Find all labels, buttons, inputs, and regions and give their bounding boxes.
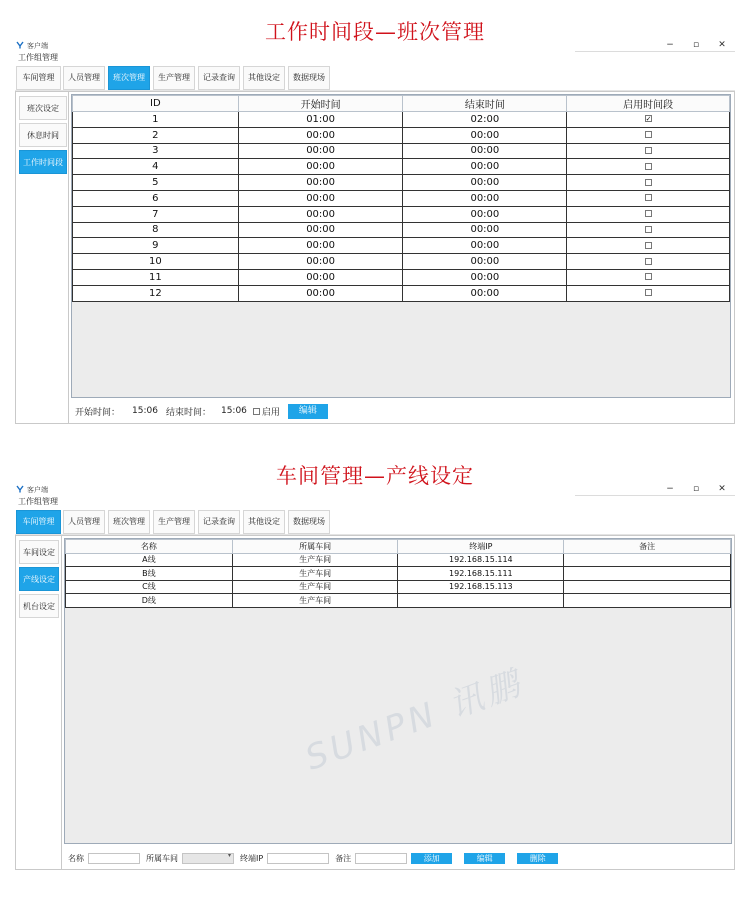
cell-start: 00:00 — [238, 190, 403, 206]
cell-workshop: 生产车间 — [232, 567, 398, 581]
table-row[interactable] — [66, 580, 731, 594]
cell-start: 00:00 — [238, 143, 403, 159]
start-time-value[interactable]: 15:06 — [132, 406, 158, 416]
table-row[interactable] — [73, 254, 730, 270]
cell-end: 00:00 — [403, 143, 567, 159]
app-window-shift — [15, 40, 735, 424]
table-header — [73, 96, 730, 112]
edit-button[interactable]: 编辑 — [464, 853, 505, 864]
tab-other-settings[interactable]: 其他设定 — [243, 510, 285, 534]
section-heading-shift: 工作时间段—班次管理 — [265, 20, 485, 44]
cell-workshop: 生产车间 — [232, 594, 398, 608]
tab-data-live[interactable]: 数据现场 — [288, 510, 330, 534]
cell-enabled — [567, 285, 730, 301]
tab-production[interactable]: 生产管理 — [153, 510, 195, 534]
cell-enabled — [567, 127, 730, 143]
cell-start: 00:00 — [238, 127, 403, 143]
section-heading-line: 车间管理—产线设定 — [276, 464, 474, 488]
note-label: 备注 — [335, 853, 352, 863]
title-bar — [15, 40, 735, 52]
enabled-checkbox[interactable] — [645, 226, 652, 233]
cell-enabled — [567, 190, 730, 206]
cell-name: C线 — [66, 580, 233, 594]
cell-note — [564, 594, 731, 608]
cell-end: 00:00 — [403, 285, 567, 301]
table-row[interactable] — [73, 175, 730, 191]
cell-workshop: 生产车间 — [232, 553, 398, 567]
sidebar — [16, 536, 62, 869]
app-title: 客户端 — [27, 486, 48, 494]
enabled-checkbox[interactable] — [645, 289, 652, 296]
cell-id: 9 — [73, 238, 239, 254]
tab-records[interactable]: 记录查询 — [198, 66, 240, 90]
watermark: SUNPN 讯鹏 — [300, 662, 529, 779]
line-table — [65, 539, 731, 608]
cell-ip: 192.168.15.114 — [398, 553, 564, 567]
enabled-checkbox[interactable]: ✓ — [645, 115, 652, 124]
table-row[interactable] — [73, 269, 730, 285]
cell-id: 12 — [73, 285, 239, 301]
cell-note — [564, 553, 731, 567]
chevron-down-icon: ▾ — [227, 851, 231, 859]
minimize-icon[interactable]: − — [666, 484, 674, 494]
ip-label: 终端IP — [240, 853, 264, 863]
cell-id: 4 — [73, 159, 239, 175]
sidebar — [16, 92, 69, 423]
window-controls — [575, 38, 735, 52]
cell-enabled — [567, 206, 730, 222]
main-tabs — [15, 507, 735, 535]
app-title: 客户端 — [27, 42, 48, 50]
column-header-start: 开始时间 — [238, 96, 403, 112]
cell-start: 00:00 — [238, 159, 403, 175]
column-header-ip: 终端IP — [398, 540, 564, 554]
cell-id: 7 — [73, 206, 239, 222]
cell-note — [564, 580, 731, 594]
window-subtitle: 工作组管理 — [18, 53, 58, 62]
app-logo-icon — [16, 485, 24, 493]
tab-staff[interactable]: 人员管理 — [63, 66, 105, 90]
tab-shift[interactable]: 班次管理 — [108, 510, 150, 534]
table-row[interactable] — [73, 190, 730, 206]
cell-end: 00:00 — [403, 238, 567, 254]
line-grid — [64, 538, 732, 844]
close-icon[interactable]: ✕ — [718, 40, 726, 50]
cell-end: 00:00 — [403, 159, 567, 175]
column-header-name: 名称 — [66, 540, 233, 554]
ip-input[interactable] — [267, 853, 329, 864]
table-row[interactable] — [73, 222, 730, 238]
enabled-checkbox[interactable] — [645, 258, 652, 265]
cell-end: 00:00 — [403, 206, 567, 222]
cell-end: 00:00 — [403, 175, 567, 191]
name-label: 名称 — [68, 853, 84, 863]
table-header — [66, 540, 731, 554]
start-time-label: 开始时间： — [75, 407, 121, 418]
cell-end: 00:00 — [403, 269, 567, 285]
column-header-enabled: 启用时间段 — [567, 96, 730, 112]
enable-label: 启用 — [261, 407, 280, 418]
table-row[interactable] — [66, 567, 731, 581]
table-row[interactable] — [73, 127, 730, 143]
enabled-checkbox[interactable] — [645, 163, 652, 170]
period-grid — [71, 94, 731, 398]
cell-enabled — [567, 159, 730, 175]
cell-name: B线 — [66, 567, 233, 581]
add-button[interactable]: 添加 — [411, 853, 452, 864]
sidebar-item-line-setting[interactable]: 产线设定 — [19, 567, 59, 591]
column-header-workshop: 所属车间 — [232, 540, 398, 554]
cell-ip: 192.168.15.113 — [398, 580, 564, 594]
window-controls — [575, 482, 735, 496]
cell-start: 00:00 — [238, 238, 403, 254]
sidebar-item-machine-setting[interactable]: 机台设定 — [19, 594, 59, 618]
app-window-line — [15, 484, 735, 870]
cell-enabled — [567, 222, 730, 238]
table-row[interactable] — [73, 159, 730, 175]
enabled-checkbox[interactable] — [645, 273, 652, 280]
cell-enabled — [567, 238, 730, 254]
tab-records[interactable]: 记录查询 — [198, 510, 240, 534]
table-row[interactable] — [73, 238, 730, 254]
minimize-icon[interactable]: − — [666, 40, 674, 50]
line-editor — [64, 847, 734, 869]
main-tabs — [15, 63, 735, 91]
table-row[interactable] — [73, 285, 730, 301]
cell-id: 3 — [73, 143, 239, 159]
column-header-note: 备注 — [564, 540, 731, 554]
tab-staff[interactable]: 人员管理 — [63, 510, 105, 534]
cell-enabled — [567, 112, 730, 128]
cell-name: A线 — [66, 553, 233, 567]
cell-start: 00:00 — [238, 285, 403, 301]
content-area — [15, 91, 735, 424]
enabled-checkbox[interactable] — [645, 242, 652, 249]
cell-ip — [398, 594, 564, 608]
table-row[interactable] — [66, 553, 731, 567]
cell-id: 8 — [73, 222, 239, 238]
cell-enabled — [567, 269, 730, 285]
cell-start: 00:00 — [238, 269, 403, 285]
sidebar-item-shift-setting[interactable]: 班次设定 — [19, 96, 67, 120]
cell-start: 00:00 — [238, 206, 403, 222]
window-subtitle: 工作组管理 — [18, 497, 58, 506]
enabled-checkbox[interactable] — [645, 179, 652, 186]
tab-other-settings[interactable]: 其他设定 — [243, 66, 285, 90]
restore-icon[interactable]: ▫ — [692, 484, 700, 494]
period-editor — [71, 400, 734, 422]
sidebar-item-break-time[interactable]: 休息时间 — [19, 123, 67, 147]
cell-id: 1 — [73, 112, 239, 128]
tab-data-live[interactable]: 数据现场 — [288, 66, 330, 90]
cell-id: 5 — [73, 175, 239, 191]
note-input[interactable] — [355, 853, 407, 864]
workshop-label: 所属车间 — [146, 853, 178, 863]
cell-ip: 192.168.15.111 — [398, 567, 564, 581]
cell-workshop: 生产车间 — [232, 580, 398, 594]
app-logo-icon — [16, 41, 24, 49]
table-row[interactable] — [66, 594, 731, 608]
period-table — [72, 95, 730, 302]
delete-button[interactable]: 删除 — [517, 853, 558, 864]
cell-enabled — [567, 254, 730, 270]
cell-enabled — [567, 143, 730, 159]
table-row[interactable] — [73, 112, 730, 128]
sidebar-item-workshop-setting[interactable]: 车间设定 — [19, 540, 59, 564]
cell-enabled — [567, 175, 730, 191]
column-header-end: 结束时间 — [403, 96, 567, 112]
cell-start: 00:00 — [238, 254, 403, 270]
tab-workshop[interactable]: 车间管理 — [16, 66, 61, 90]
restore-icon[interactable]: ▫ — [692, 40, 700, 50]
end-time-value[interactable]: 15:06 — [220, 406, 247, 416]
cell-id: 6 — [73, 190, 239, 206]
edit-button[interactable]: 编辑 — [288, 404, 328, 419]
enabled-checkbox[interactable] — [645, 210, 652, 217]
table-row[interactable] — [73, 143, 730, 159]
title-bar — [15, 484, 735, 496]
cell-start: 00:00 — [238, 222, 403, 238]
cell-note — [564, 567, 731, 581]
cell-end: 00:00 — [403, 190, 567, 206]
close-icon[interactable]: ✕ — [718, 484, 726, 494]
cell-id: 11 — [73, 269, 239, 285]
column-header-id: ID — [73, 96, 239, 112]
enable-checkbox[interactable] — [253, 408, 260, 415]
cell-start: 01:00 — [238, 112, 403, 128]
sidebar-item-work-period[interactable]: 工作时间段 — [19, 150, 67, 174]
enabled-checkbox[interactable] — [645, 131, 652, 138]
enabled-checkbox[interactable] — [645, 194, 652, 201]
table-row[interactable] — [73, 206, 730, 222]
cell-id: 2 — [73, 127, 239, 143]
name-input[interactable] — [88, 853, 140, 864]
end-time-label: 结束时间： — [165, 407, 211, 418]
content-area — [15, 535, 735, 870]
tab-workshop[interactable]: 车间管理 — [16, 510, 61, 534]
cell-id: 10 — [73, 254, 239, 270]
cell-start: 00:00 — [238, 175, 403, 191]
tab-shift[interactable]: 班次管理 — [108, 66, 150, 90]
cell-end: 00:00 — [403, 127, 567, 143]
workshop-select[interactable] — [182, 853, 234, 864]
cell-end: 02:00 — [403, 112, 567, 128]
cell-name: D线 — [66, 594, 233, 608]
tab-production[interactable]: 生产管理 — [153, 66, 195, 90]
cell-end: 00:00 — [403, 254, 567, 270]
cell-end: 00:00 — [403, 222, 567, 238]
enabled-checkbox[interactable] — [645, 147, 652, 154]
